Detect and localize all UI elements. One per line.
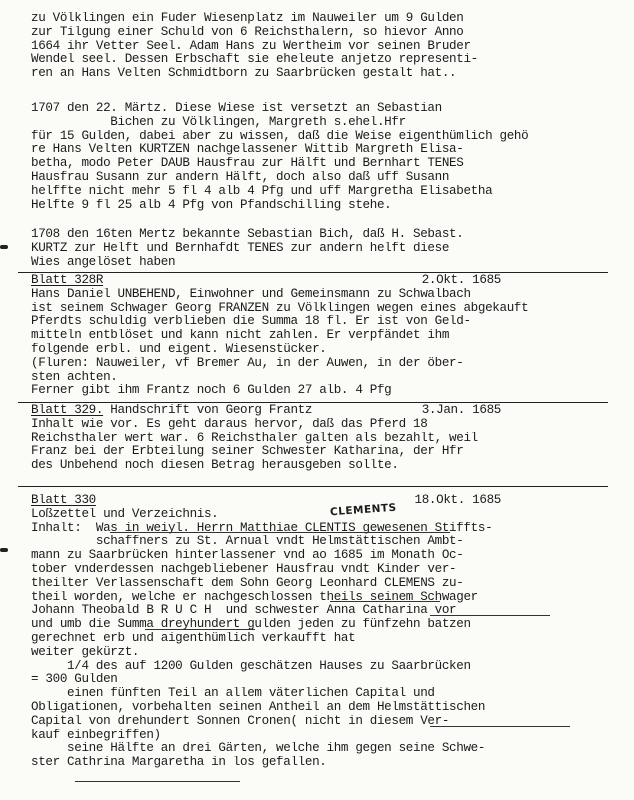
text-line: folgende erbl. und eigent. Wiesenstücker. xyxy=(31,342,327,356)
text-line: Wies angelöset haben xyxy=(31,255,176,269)
text-line: Hausfrau Susann zur andern Hälft, doch also daß uff Susann xyxy=(31,170,450,184)
entry-header xyxy=(31,494,501,508)
margin-mark xyxy=(0,548,8,552)
text-line: sten achten. xyxy=(31,370,118,384)
text-line: Bichen zu Völklingen, Margreth s.ehel.Hfr xyxy=(31,115,406,129)
text-line: ist seinem Schwager Georg FRANZEN zu Völklingen wegen eines abgekauft xyxy=(31,301,529,315)
entry-blatt-328 xyxy=(31,274,611,398)
text-line: für 15 Gulden, dabei aber zu wissen, daß die Weise eigenthümlich gehö xyxy=(31,129,529,143)
text-line: mitteln entblöset und kann nicht zahlen. Er verpfändet ihm xyxy=(31,329,450,343)
margin-mark xyxy=(0,245,8,249)
text-line: Wendel seel. Dessen Erbschaft sie eheleute anjetzo representi- xyxy=(31,53,478,67)
text-line: betha, modo Peter DAUB Hausfrau zur Hälft und Bernhart TENES xyxy=(31,157,464,171)
handwritten-underline xyxy=(75,781,240,782)
text-line: Reichsthaler wert war. 6 Reichsthaler galten als bezahlt, weil xyxy=(31,431,478,445)
text-line: schaffners zu St. Arnual vndt Helmstättischen Ambt- xyxy=(31,535,464,549)
text-line: Franz bei der Erbteilung seiner Schwester Katharina, der Hfr xyxy=(31,445,464,459)
entry-subtitle: Loßzettel und Verzeichnis. xyxy=(31,507,219,521)
text-line: (Fluren: Nauweiler, vf Bremer Au, in der Auwen, in der öber- xyxy=(31,356,464,370)
text-line: zu Völklingen ein Fuder Wiesenplatz im Nauweiler um 9 Gulden xyxy=(31,12,464,25)
section-divider xyxy=(18,486,608,487)
text-line: theil worden, welche er nachgeschlossen theils seinem Schwager xyxy=(31,590,478,604)
section-divider xyxy=(18,402,608,403)
entry-blatt-330 xyxy=(31,494,611,770)
text-line: tober vnderdessen nachgebliebener Hausfrau vndt Kinder ver- xyxy=(31,562,457,576)
text-line: Hans Daniel UNBEHEND, Einwohner und Gemeinsmann zu Schwalbach xyxy=(31,287,471,301)
text-line: helffte nicht mehr 5 fl 4 alb 4 Pfg und uff Margretha Elisabetha xyxy=(31,184,493,198)
text-line: theilter Verlassenschaft dem Sohn Georg Leonhard CLEMENS zu- xyxy=(31,576,464,590)
entry-title-group xyxy=(31,404,312,418)
entry-title: Blatt 329. xyxy=(31,404,104,417)
text-line: weiter gekürzt. xyxy=(31,645,140,659)
handwritten-underline xyxy=(330,601,440,602)
entry-title: Blatt 330 xyxy=(31,494,96,507)
entry-header xyxy=(31,274,501,288)
text-line: gerechnet erb und aigenthümlich verkaufft hat xyxy=(31,631,356,645)
handwritten-underline xyxy=(145,629,255,630)
text-line: und umb die Summa dreyhundert gulden jeden zu fünfzehn batzen xyxy=(31,618,471,632)
text-line: 1707 den 22. Märtz. Diese Wiese ist versetzt an Sebastian xyxy=(31,102,442,115)
text-line: Ferner gibt ihm Frantz noch 6 Gulden 27 alb. 4 Pfg xyxy=(31,384,392,398)
text-line: re Hans Velten KURTZEN nachgelassener Wittib Margreth Elisa- xyxy=(31,143,464,157)
text-line: kauf einbegriffen) xyxy=(31,728,161,742)
text-line: Inhalt: Was in weiyl. Herrn Matthiae CLENTIS gewesenen Stiffts- xyxy=(31,521,493,535)
text-line: Johann Theobald B R U C H und schwester Anna Catharina vor xyxy=(31,604,457,618)
intro-paragraph xyxy=(31,12,611,81)
text-line: des Unbehend noch diesen Betrag herausgeben sollte. xyxy=(31,459,399,473)
text-line: ster Cathrina Margaretha in los gefallen. xyxy=(31,756,327,770)
text-line: Obligationen, vorbehalten seinen Antheil an dem Helmstättischen xyxy=(31,700,486,714)
handwritten-underline xyxy=(430,615,550,616)
text-line: Helfte 9 fl 25 alb 4 Pfg von Pfandschilling stehe. xyxy=(31,198,392,212)
text-line: = 300 Gulden xyxy=(31,673,118,687)
text-line: Inhalt wie vor. Es geht daraus hervor, daß das Pferd 18 xyxy=(31,417,428,431)
section-divider xyxy=(18,272,608,273)
handwritten-underline xyxy=(430,726,570,727)
entry-title: Blatt 328R xyxy=(31,274,104,287)
handwritten-underline xyxy=(110,532,450,533)
text-line: ren an Hans Velten Schmidtborn zu Saarbrücken gestalt hat.. xyxy=(31,67,457,81)
text-line: 1664 ihr Vetter Seel. Adam Hans zu Wertheim vor seinen Bruder xyxy=(31,39,471,53)
entry-date: 3.Jan. 1685 xyxy=(421,404,501,417)
text-line: 1708 den 16ten Mertz bekannte Sebastian Bich, daß H. Sebast. xyxy=(31,228,464,241)
entry-date: 18.Okt. 1685 xyxy=(414,494,501,507)
entry-1707-paragraph xyxy=(31,102,611,212)
entry-blatt-329 xyxy=(31,404,611,473)
text-line: Capital von drehundert Sonnen Cronen( nicht in diesem Ver- xyxy=(31,714,450,728)
text-line: Pferdts schuldig verblieben die Summa 18 fl. Er ist von Geld- xyxy=(31,315,471,329)
text-line: einen fünften Teil an allem väterlichen Capital und xyxy=(31,687,435,701)
handwritten-annotation: CLEMENTS xyxy=(329,501,398,519)
text-line: seine Hälfte an drei Gärten, welche ihm gegen seine Schwe- xyxy=(31,742,486,756)
text-line: KURTZ zur Helft und Bernhafdt TENES zur andern helft diese xyxy=(31,241,450,255)
entry-title-rest: Handschrift von Georg Frantz xyxy=(103,404,313,417)
entry-date: 2.Okt. 1685 xyxy=(421,274,501,287)
entry-1708-paragraph xyxy=(31,228,611,269)
text-line: zur Tilgung einer Schuld von 6 Reichsthalern, so hievor Anno xyxy=(31,25,464,39)
entry-header xyxy=(31,404,501,418)
text-line: mann zu Saarbrücken hinterlassener vnd ao 1685 im Monath Oc- xyxy=(31,549,464,563)
text-line: 1/4 des auf 1200 Gulden geschätzen Hauses zu Saarbrücken xyxy=(31,659,471,673)
